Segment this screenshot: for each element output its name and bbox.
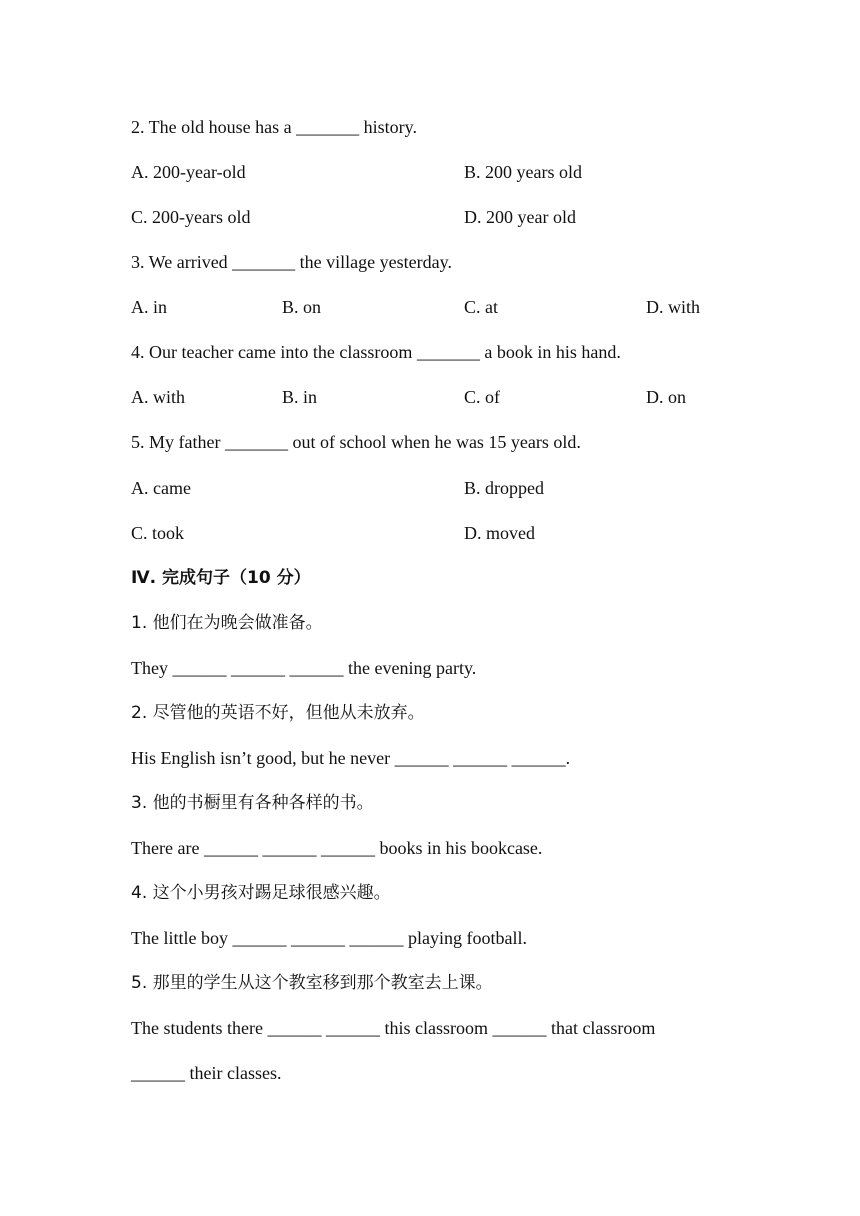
question-2-stem: 2. The old house has a _______ history. <box>131 117 417 137</box>
question-2-option-c: C. 200-years old <box>131 207 251 227</box>
question-3-option-b: B. on <box>282 297 322 317</box>
question-2-option-d: D. 200 year old <box>464 207 576 227</box>
question-5-stem: 5. My father _______ out of school when he was 15 years old. <box>131 432 581 452</box>
question-4-option-d: D. on <box>646 387 686 407</box>
question-4-option-b: B. in <box>282 387 318 407</box>
question-4-option-a: A. with <box>131 387 185 407</box>
sentence-3-chinese: 3. 他的书橱里有各种各样的书。 <box>131 793 374 813</box>
question-5-option-c: C. took <box>131 523 185 543</box>
question-5-option-a: A. came <box>131 478 191 498</box>
question-5-option-b: B. dropped <box>464 478 544 498</box>
question-2-option-b: B. 200 years old <box>464 162 582 182</box>
section-4-heading: Ⅳ. 完成句子（10 分） <box>131 568 311 588</box>
sentence-1-chinese: 1. 他们在为晚会做准备。 <box>131 613 323 633</box>
sentence-5-chinese: 5. 那里的学生从这个教室移到那个教室去上课。 <box>131 973 493 993</box>
sentence-2-english: His English isn’t good, but he never ______ ______ ______. <box>131 748 571 768</box>
sentence-5-english: The students there ______ ______ this classroom ______ that classroom <box>131 1018 656 1038</box>
sentence-2-chinese: 2. 尽管他的英语不好，但他从未放弃。 <box>131 703 425 723</box>
question-4-stem: 4. Our teacher came into the classroom _______ a book in his hand. <box>131 342 621 362</box>
question-3-option-c: C. at <box>464 297 498 317</box>
sentence-3-english: There are ______ ______ ______ books in his bookcase. <box>131 838 543 858</box>
question-3-stem: 3. We arrived _______ the village yesterday. <box>131 252 452 272</box>
sentence-4-chinese: 4. 这个小男孩对踢足球很感兴趣。 <box>131 883 391 903</box>
sentence-4-english: The little boy ______ ______ ______ playing football. <box>131 928 527 948</box>
question-4-option-c: C. of <box>464 387 500 407</box>
sentence-5-english-continued: ______ their classes. <box>131 1063 282 1083</box>
question-3-option-a: A. in <box>131 297 167 317</box>
question-5-option-d: D. moved <box>464 523 535 543</box>
question-3-option-d: D. with <box>646 297 700 317</box>
sentence-1-english: They ______ ______ ______ the evening party. <box>131 658 477 678</box>
question-2-option-a: A. 200-year-old <box>131 162 246 182</box>
